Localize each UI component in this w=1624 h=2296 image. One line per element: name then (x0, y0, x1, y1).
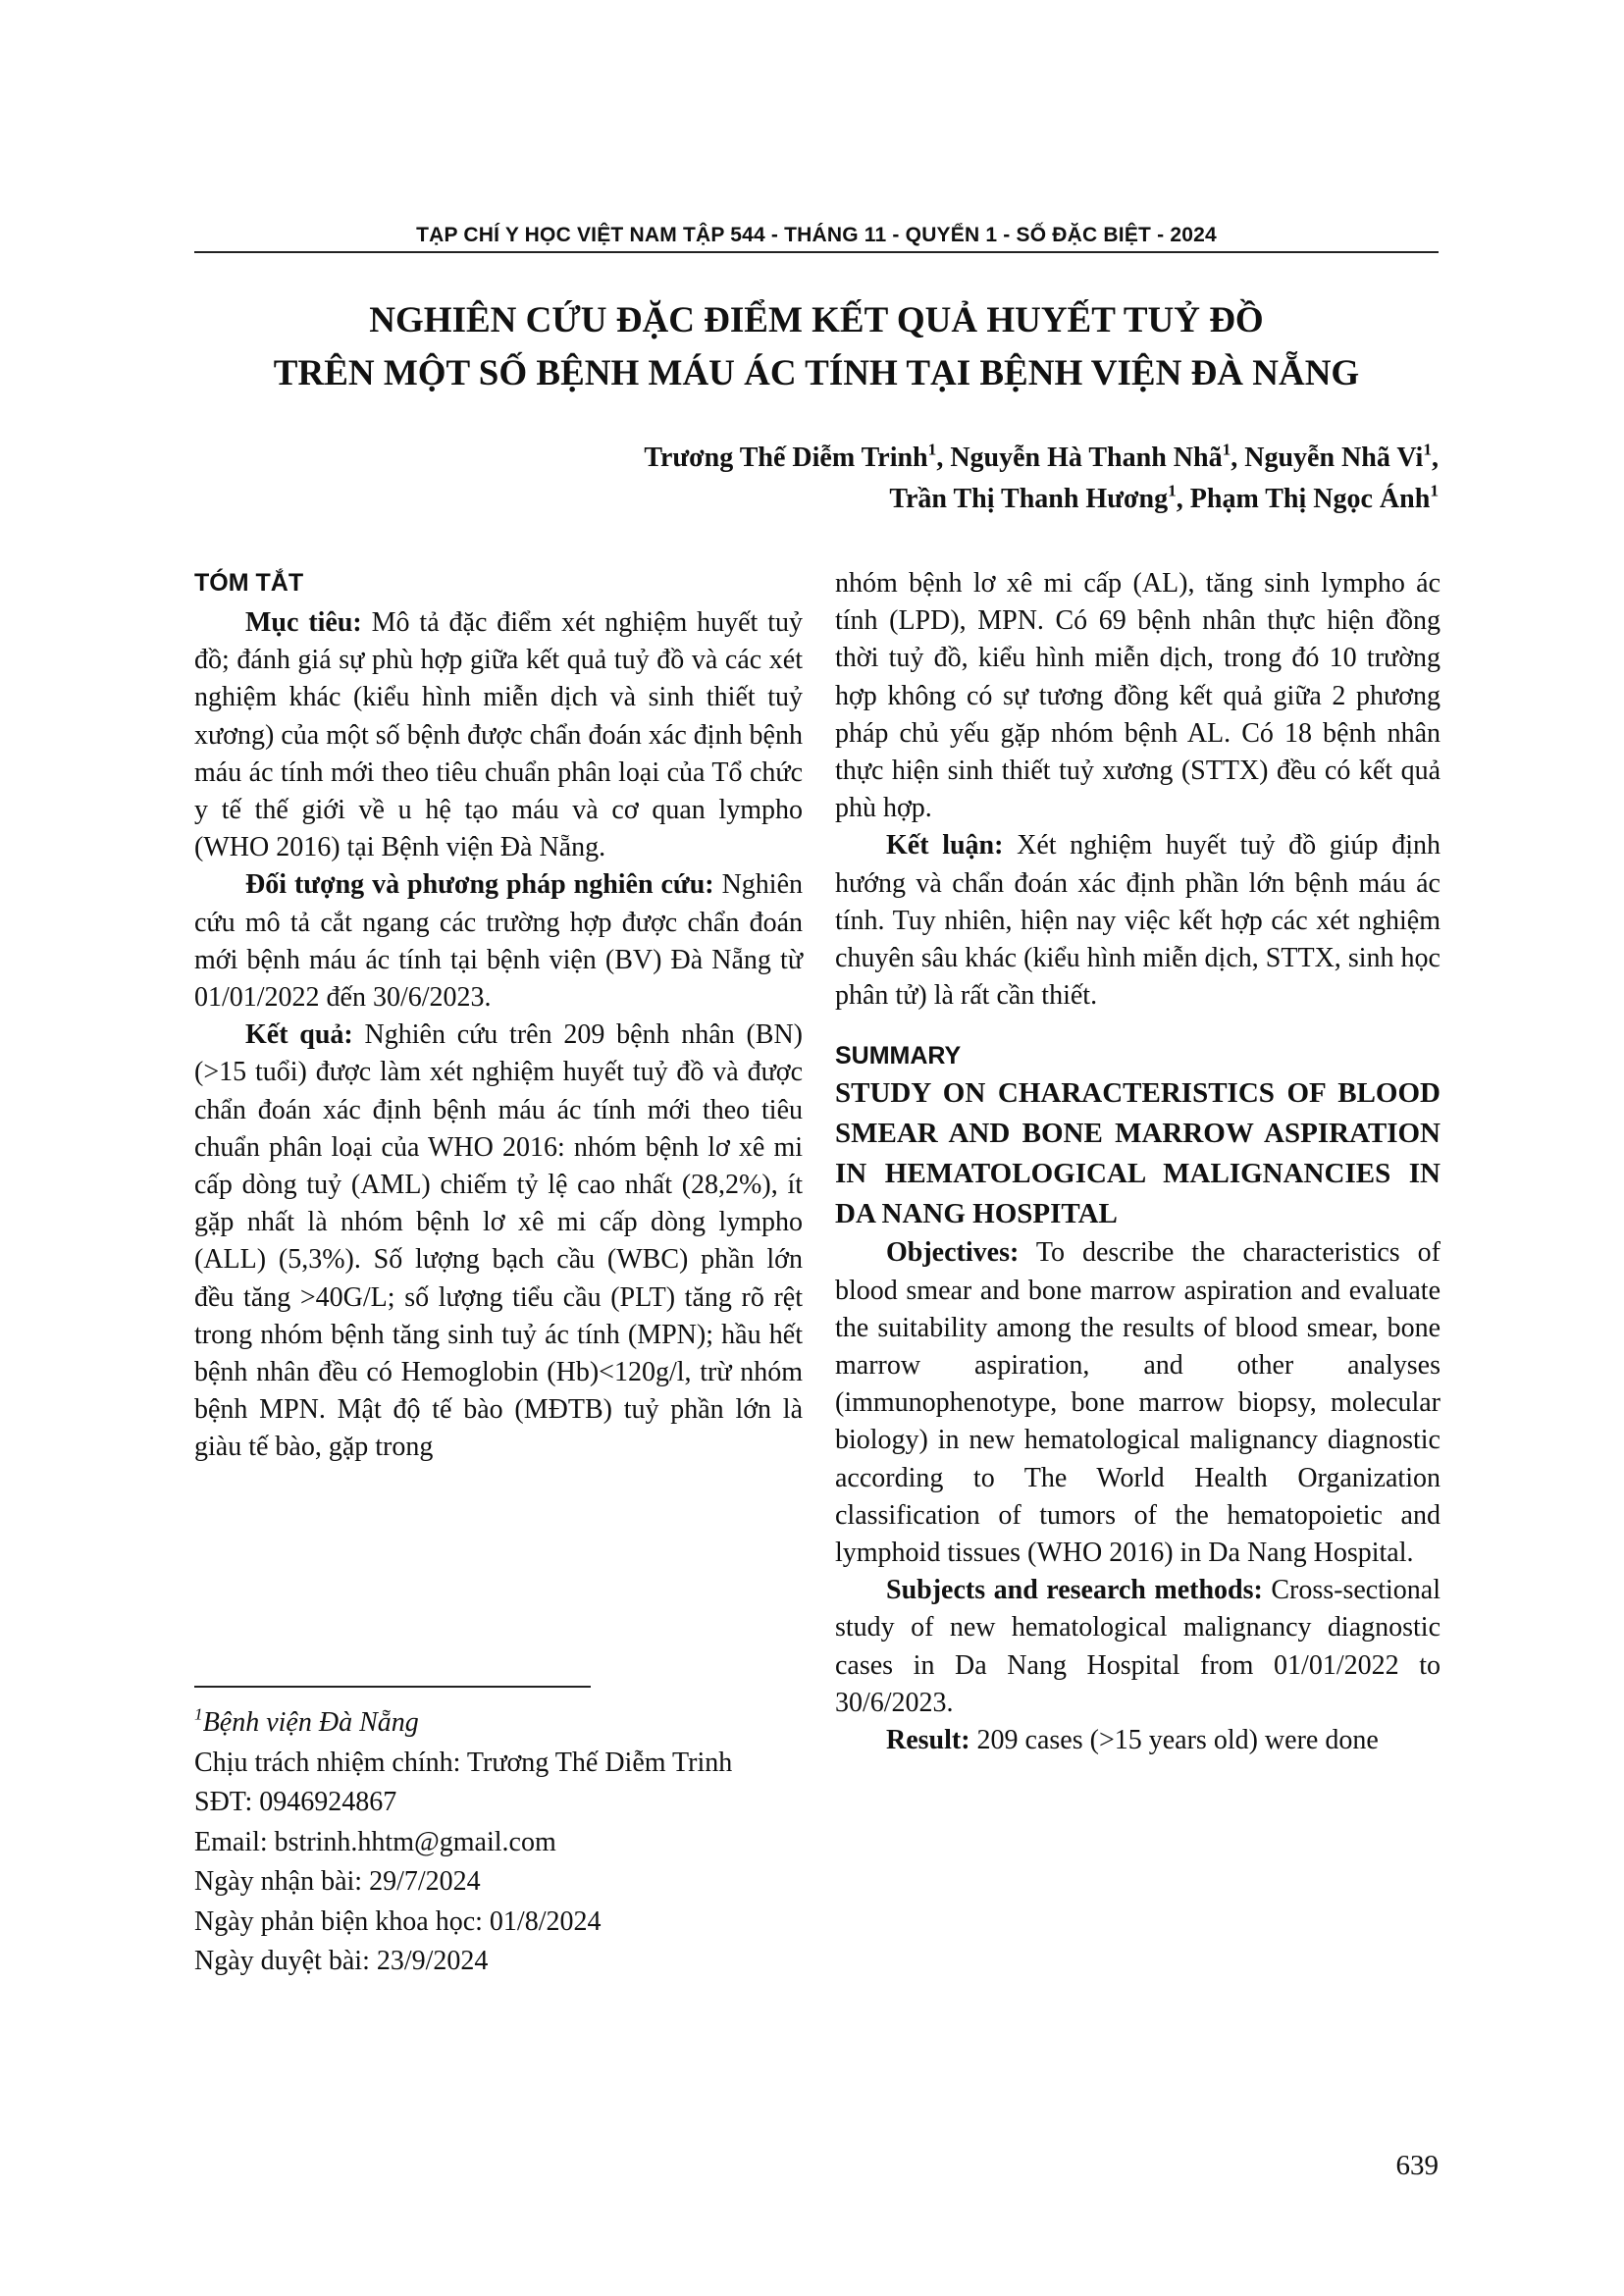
results-text: 209 cases (>15 years old) were done (969, 1725, 1379, 1756)
page-number: 639 (1395, 2150, 1439, 2181)
abstract-vi-results (194, 1017, 803, 1466)
footnote-rule (194, 1686, 591, 1688)
abstract-en-heading: SUMMARY (835, 1042, 962, 1070)
author-name: Nguyễn Nhã Vi (1244, 443, 1424, 473)
abstract-vi-methods (194, 866, 803, 1017)
abstract-en-objectives (835, 1234, 1441, 1572)
author-name: Trần Thị Thanh Hương (889, 484, 1169, 514)
methods-text: Nghiên cứu mô tả cắt ngang các trường hợp được chẩn đoán mới bệnh máu ác tính tại bệnh viện (BV) Đà Nẵng từ 01/01/2022 đến 30/6/2023. (194, 869, 803, 1014)
methods-label: Subjects and research methods: (886, 1575, 1263, 1606)
header-rule (194, 251, 1439, 253)
abstract-vi-results-continued: nhóm bệnh lơ xê mi cấp (AL), tăng sinh lympho ác tính (LPD), MPN. Có 69 bệnh nhân thực hiện đồng thời tuỷ đồ, kiểu hình miễn dịch, trong đó 10 trường hợp không có sự tương đồng kết quả giữa 2 phương pháp chủ yếu gặp nhóm bệnh AL. Có 18 bệnh nhân thực hiện sinh thiết tuỷ xương (STTX) đều có kết quả phù hợp. (835, 568, 1441, 824)
objectives-text: To describe the characteristics of blood smear and bone marrow aspiration and evaluate the suitability among the results of blood smear, bone marrow aspiration, and other analyses (immunophenotype, bone marrow biopsy, molecular biology) in new hematological malignancy diagnostic according to The World Health Organization classification of tumors of the hematopoietic and lymphoid tissues (WHO 2016) in Da Nang Hospital. (835, 1237, 1441, 1569)
article-title (194, 294, 1439, 400)
footnotes (194, 1703, 732, 1982)
left-column (194, 565, 803, 1467)
author-name: Nguyễn Hà Thanh Nhã (950, 443, 1223, 473)
abstract-en-methods (835, 1572, 1441, 1722)
author-list (644, 438, 1439, 520)
author-separator: , (936, 443, 951, 473)
objectives-text: Mô tả đặc điểm xét nghiệm huyết tuỷ đồ; đánh giá sự phù hợp giữa kết quả tuỷ đồ và các xét nghiệm khác (kiểu hình miễn dịch và sinh thiết tuỷ xương) của một số bệnh được chẩn đoán xác định bệnh máu ác tính mới theo tiêu chuẩn phân loại của Tổ chức y tế thế giới về u hệ tạo máu và cơ quan lympho (WHO 2016) tại Bệnh viện Đà Nẵng. (194, 607, 803, 863)
footnote-email: Email: bstrinh.hhtm@gmail.com (194, 1826, 556, 1857)
affiliation-mark: 1 (1222, 440, 1231, 459)
conclusion-label: Kết luận: (886, 830, 1004, 861)
conclusion-text: Xét nghiệm huyết tuỷ đồ giúp định hướng và chẩn đoán xác định phần lớn bệnh máu ác tính. Tuy nhiên, hiện nay việc kết hợp các xét nghiệm chuyên sâu khác (kiểu hình miễn dịch, STTX, sinh học phân tử) là rất cần thiết. (835, 830, 1441, 1012)
author-separator: , (1432, 443, 1439, 473)
author-separator: , (1176, 484, 1190, 514)
footnote-accepted: Ngày duyệt bài: 23/9/2024 (194, 1946, 489, 1976)
abstract-en-results (835, 1722, 1441, 1759)
author-name: Phạm Thị Ngọc Ánh (1189, 484, 1431, 514)
affiliation-mark: 1 (1423, 440, 1432, 459)
author-line-2 (644, 479, 1439, 520)
abstract-vi-conclusion (835, 827, 1441, 1015)
title-line-2: TRÊN MỘT SỐ BỆNH MÁU ÁC TÍNH TẠI BỆNH VIỆN ĐÀ NẴNG (273, 353, 1360, 393)
footnote-responsible: Chịu trách nhiệm chính: Trương Thế Diễm Trinh (194, 1747, 733, 1778)
results-label: Result: (886, 1725, 970, 1756)
abstract-vi-objectives (194, 604, 803, 866)
footnote-phone: SĐT: 0946924867 (194, 1787, 397, 1817)
affiliation-mark: 1 (194, 1704, 203, 1724)
title-line-1: NGHIÊN CỨU ĐẶC ĐIỂM KẾT QUẢ HUYẾT TUỶ ĐỒ (369, 300, 1264, 340)
footnote-received: Ngày nhận bài: 29/7/2024 (194, 1866, 481, 1897)
methods-label: Đối tượng và phương pháp nghiên cứu: (245, 869, 714, 901)
affiliation-mark: 1 (1430, 481, 1439, 500)
affiliation-mark: 1 (927, 440, 937, 459)
english-title: STUDY ON CHARACTERISTICS OF BLOOD SMEAR AND BONE MARROW ASPIRATION IN HEMATOLOGICAL MALIGNANCIES IN DA NANG HOSPITAL (835, 1077, 1441, 1230)
objectives-label: Objectives: (886, 1237, 1020, 1269)
footnote-reviewed: Ngày phản biện khoa học: 01/8/2024 (194, 1905, 602, 1937)
methods-text: Cross-sectional study of new hematological malignancy diagnostic cases in Da Nang Hospital from 01/01/2022 to 30/6/2023. (835, 1575, 1441, 1718)
author-separator: , (1231, 443, 1245, 473)
objectives-label: Mục tiêu: (245, 607, 362, 638)
results-text: Nghiên cứu trên 209 bệnh nhân (BN) (>15 tuổi) được làm xét nghiệm huyết tuỷ đồ và được chẩn đoán xác định bệnh máu ác tính mới theo tiêu chuẩn phân loại của WHO 2016: nhóm bệnh lơ xê mi cấp dòng tuỷ (AML) chiếm tỷ lệ cao nhất (28,2%), ít gặp nhất là nhóm bệnh lơ xê mi cấp dòng lympho (ALL) (5,3%). Số lượng bạch cầu (WBC) phần lớn đều tăng >40G/L; số lượng tiểu cầu (PLT) tăng rõ rệt trong nhóm bệnh tăng sinh tuỷ ác tính (MPN); hầu hết bệnh nhân đều có Hemoglobin (Hb)<120g/l, trừ nhóm bệnh MPN. Mật độ tế bào (MĐTB) tuỷ phần lớn là giàu tế bào, gặp trong (194, 1019, 804, 1463)
affiliation-text: Bệnh viện Đà Nẵng (202, 1707, 419, 1738)
running-header: TẠP CHÍ Y HỌC VIỆT NAM TẬP 544 - THÁNG 11 - QUYỂN 1 - SỐ ĐẶC BIỆT - 2024 (416, 224, 1217, 246)
author-name: Trương Thế Diễm Trinh (644, 443, 928, 473)
abstract-vi-heading: TÓM TẮT (194, 569, 304, 597)
affiliation-mark: 1 (1168, 481, 1177, 500)
author-line-1 (644, 438, 1439, 479)
results-label: Kết quả: (245, 1019, 353, 1051)
footnote-affiliation (194, 1703, 732, 1744)
right-column (835, 565, 1441, 1759)
